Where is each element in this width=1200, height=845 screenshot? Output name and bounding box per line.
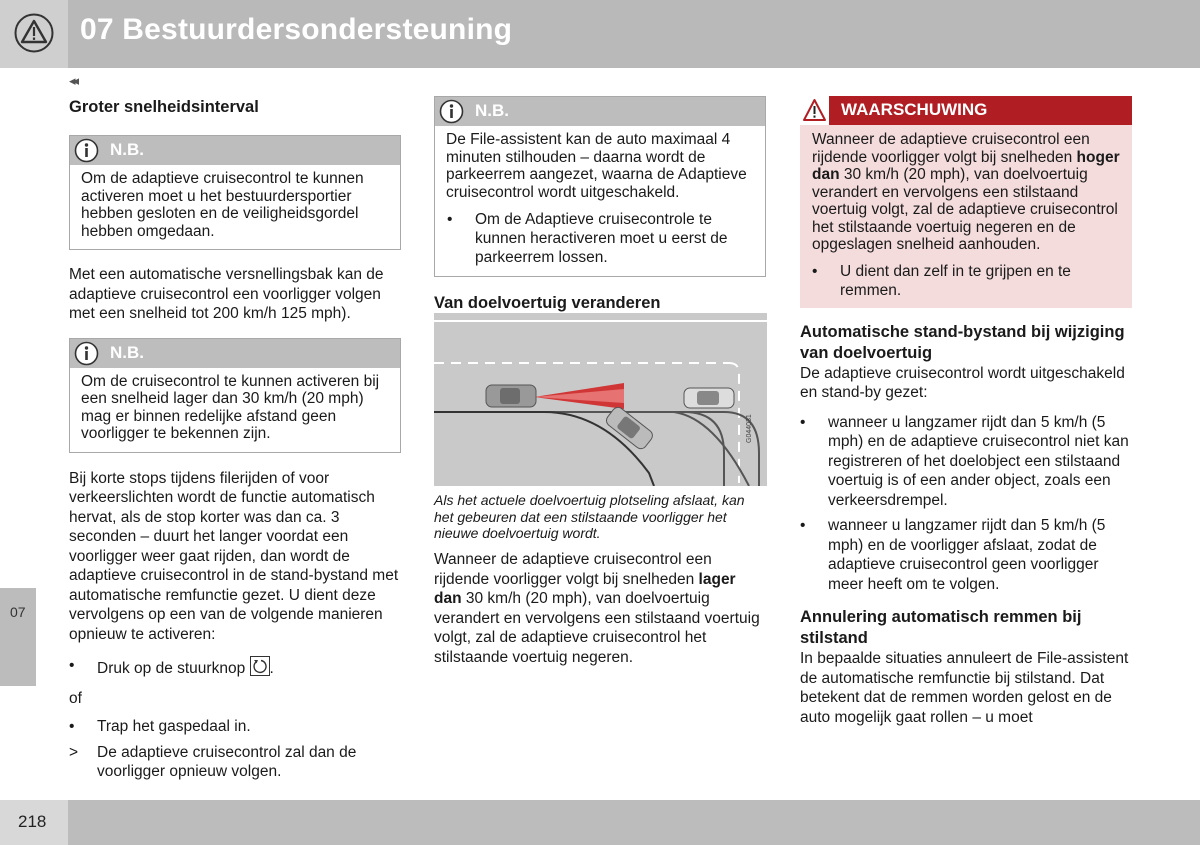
warning-triangle-icon bbox=[14, 13, 54, 53]
note-header bbox=[435, 97, 765, 126]
warning-text-a: Wanneer de adaptieve cruisecontrol een rijdende voorligger volgt bij snelheden bbox=[812, 131, 1090, 166]
note-box bbox=[434, 96, 766, 277]
list-item-end: . bbox=[269, 660, 274, 677]
note-header bbox=[70, 136, 400, 165]
para-text: Wanneer de adaptieve cruisecontrol een rijdende voorligger volgt bij snelheden bbox=[434, 551, 712, 588]
own-car bbox=[486, 385, 536, 407]
list-item bbox=[800, 413, 1132, 511]
chapter-side-tab bbox=[0, 588, 36, 686]
bullet-mark: • bbox=[812, 262, 818, 280]
note-list-item bbox=[435, 210, 765, 276]
column-3 bbox=[800, 96, 1132, 727]
result-mark: > bbox=[69, 743, 79, 761]
column-1 bbox=[69, 97, 401, 782]
steering-wheel-button-icon bbox=[250, 656, 270, 676]
note-title: N.B. bbox=[475, 101, 509, 120]
note-box bbox=[69, 135, 401, 250]
bullet-mark: • bbox=[69, 657, 75, 674]
column-2-text bbox=[434, 550, 764, 667]
info-icon bbox=[74, 138, 99, 163]
paragraph bbox=[434, 550, 764, 667]
warning-box bbox=[800, 96, 1132, 308]
section-heading: Annulering automatisch remmen bij stilstand bbox=[800, 608, 1082, 647]
diagram-target-vehicle-change bbox=[434, 313, 767, 486]
section-heading: Automatische stand-bystand bij wijziging van doelvoertuig bbox=[800, 322, 1125, 362]
header-icon-box bbox=[0, 0, 68, 68]
paragraph: Bij korte stops tijdens filerijden of voor verkeerslichten wordt de functie automatisch hervat, als de stop korter was dan ca. 3 seconden – duurt het langer voordat een voorligger weer gaat rijden, dan wordt de adaptieve cruisecontrol in de stand-bystand met automatische remfunctie gezet. U dient deze vervolgens op een van de volgende manieren opnieuw te activeren: bbox=[69, 469, 399, 643]
figure-code: G044031 bbox=[746, 414, 753, 443]
bullet-mark: • bbox=[447, 211, 453, 228]
bullet-mark: • bbox=[69, 718, 75, 735]
road-diagram bbox=[434, 313, 767, 486]
list-item-text: Druk op de stuurknop bbox=[97, 660, 246, 677]
paragraph: De adaptieve cruisecontrol wordt uitgeschakeld en stand-by gezet: bbox=[800, 364, 1125, 401]
note-text: Om de cruisecontrol te kunnen activeren bij een snelheid lager dan 30 km/h (20 mph) mag er binnen redelijke afstand geen voorligger te bekennen zijn. bbox=[81, 372, 380, 442]
section-heading: Groter snelheidsinterval bbox=[69, 98, 259, 116]
column-2 bbox=[434, 96, 766, 314]
bullet-mark: • bbox=[800, 413, 806, 431]
note-title: N.B. bbox=[110, 140, 144, 159]
figure-caption: Als het actuele doelvoertuig plotseling afslaat, kan het gebeuren dat een stilstaande voorligger het nieuwe doelvoertuig wordt. bbox=[434, 492, 745, 541]
note-text: Om de adaptieve cruisecontrol te kunnen activeren moet u het bestuurdersportier hebben gesloten en de veiligheidsgordel hebben omgedaan. bbox=[81, 170, 364, 240]
note-header bbox=[70, 339, 400, 368]
note-text: De File-assistent kan de auto maximaal 4 minuten stilhouden – daarna wordt de parkeerrem aangezet, waarna de Adaptieve cruisecontrol wordt uitgeschakeld. bbox=[446, 131, 747, 201]
chapter-title: 07 Bestuurdersondersteuning bbox=[80, 13, 513, 46]
stationary-car bbox=[684, 388, 734, 408]
info-icon bbox=[74, 341, 99, 366]
list-item-text: De adaptieve cruisecontrol zal dan de voorligger opnieuw volgen. bbox=[97, 743, 357, 780]
note-box bbox=[69, 338, 401, 453]
list-item bbox=[69, 656, 401, 679]
para-bold: lager dan bbox=[434, 570, 736, 607]
paragraph: Met een automatische versnellingsbak kan de adaptieve cruisecontrol een voorligger volgen met een snelheid tot 200 km/h 125 mph). bbox=[69, 266, 384, 322]
warning-text bbox=[800, 125, 1132, 308]
page-footer bbox=[0, 800, 1200, 845]
warning-header bbox=[800, 96, 1132, 125]
warning-text-bold: hoger dan bbox=[812, 148, 1120, 183]
list-item bbox=[800, 516, 1132, 594]
para-text: 30 km/h (20 mph), van doelvoertuig verandert en vervolgens een stilstaand voertuig volgt, zal de adaptieve cruisecontrol het stilstaande voertuig negeren. bbox=[434, 590, 760, 666]
paragraph: In bepaalde situaties annuleert de File-assistent de automatische remfunctie bij stilstand. Dat betekent dat de remmen worden gelost en de auto mogelijk gaat rollen – u moet bbox=[800, 650, 1129, 726]
info-icon bbox=[439, 99, 464, 124]
list-item-text: wanneer u langzamer rijdt dan 5 km/h (5 mph) en de adaptieve cruisecontrol niet kan registreren of het doelobject een stilstaand voertuig is of een ander object, zoals een verkeersdrempel. bbox=[828, 413, 1129, 509]
or-text: of bbox=[69, 689, 82, 707]
list-item-text: Om de Adaptieve cruisecontrole te kunnen heractiveren moet u eerst de parkeerrem lossen. bbox=[475, 211, 728, 266]
bullet-mark: • bbox=[800, 517, 806, 534]
warning-icon-box bbox=[800, 96, 829, 125]
list-item-text: wanneer u langzamer rijdt dan 5 km/h (5 mph) en de voorligger afslaat, zodat de adaptieve cruisecontrol geen voorligger meer heeft om te volgen. bbox=[828, 517, 1106, 593]
warning-title: WAARSCHUWING bbox=[841, 100, 988, 119]
page-number: 218 bbox=[18, 812, 47, 831]
warning-list-item bbox=[812, 262, 1120, 300]
section-heading: Van doelvoertuig veranderen bbox=[434, 294, 661, 312]
list-item bbox=[69, 743, 401, 782]
list-item bbox=[69, 717, 401, 737]
warning-icon bbox=[800, 96, 829, 125]
list-item-text: U dient dan zelf in te grijpen en te remmen. bbox=[840, 262, 1071, 299]
list-item-text: Trap het gaspedaal in. bbox=[97, 718, 251, 735]
side-tab-label: 07 bbox=[10, 604, 26, 620]
note-title: N.B. bbox=[110, 342, 144, 362]
warning-text-b: 30 km/h (20 mph), van doelvoertuig verandert en vervolgens een stilstaand voertuig volgt, zal de adaptieve cruisecontrol het stilstaande voertuig negeren en de opgeslagen snelheid aanhouden. bbox=[812, 166, 1118, 253]
back-nav-icon[interactable]: ◂◂ bbox=[69, 73, 77, 88]
